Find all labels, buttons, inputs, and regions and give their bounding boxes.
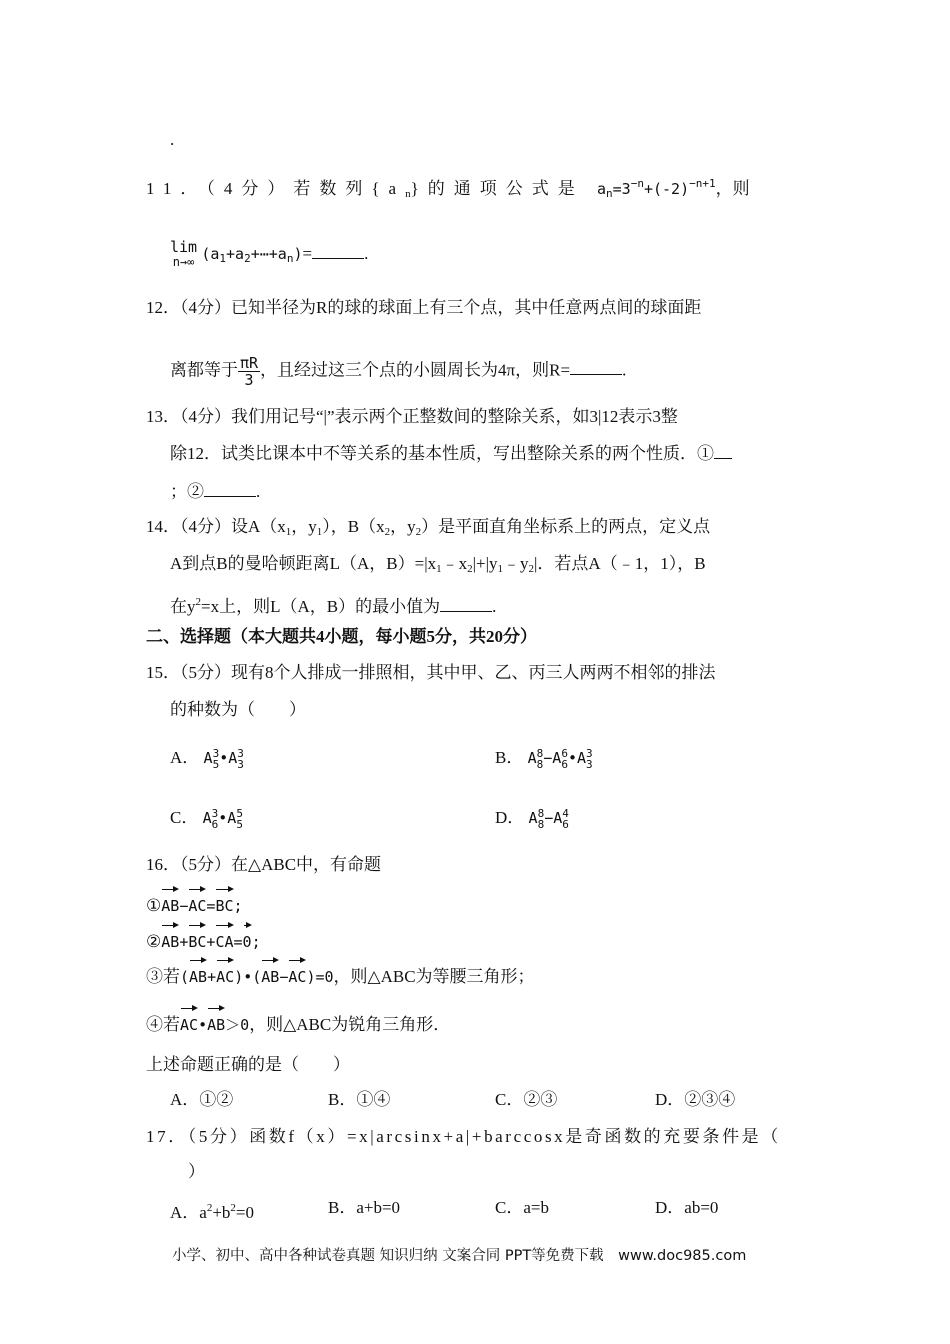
q15-option-b-expr: A 8 8 −A 6 6 •A 3 3 [527,746,593,771]
section-2-title: 二、选择题（本大题共4小题，每小题5分，共20分） [146,627,537,646]
q16-option-a[interactable]: A．①② [170,1090,234,1109]
q12-fraction: $\frac{\pi R}{3}$ [240,354,259,389]
answer-blank[interactable] [312,242,364,259]
question-12-line-1: 12．（4分）已知半径为R的球的球面上有三个点，其中任意两点间的球面距 [146,298,702,317]
q15-option-b[interactable]: B． A 8 8 −A 6 6 •A 3 3 [495,746,593,771]
q16-proposition-3: ③若(AB+AC)•(AB−AC)=0，则△ABC为等腰三角形； [146,957,535,989]
q16-proposition-4: ④若AC•AB＞0，则△ABC为锐角三角形． [146,1005,450,1037]
answer-blank[interactable] [440,595,492,612]
question-16-line-1: 16．（5分）在△ABC中，有命题 [146,855,382,874]
q11-limit-expr: $(a_1+a_2+\cdots+a_n)$ [201,244,303,265]
q11-tail: ，则 [715,179,750,198]
question-15-line-2: 的种数为（ ） [170,700,306,719]
question-12-line-2: 离都等于 $\frac{\pi R}{3}$ ，且经过这三个点的小圆周长为4π，则R= . [170,354,627,389]
q17-option-b[interactable]: B．a+b=0 [328,1198,401,1217]
q17-option-c[interactable]: C．a=b [495,1198,549,1217]
question-17-line-1: 17．（5分）函数f（x）=x|arcsinx+a|+barccosx是奇函数的充要条件是（ [146,1127,781,1146]
q11-text: 11．（4分）若数列{a [146,179,406,198]
q15-option-a-expr: A 3 5 •A 3 3 [203,746,244,771]
q16-option-d[interactable]: D．②③④ [655,1090,736,1109]
question-11-line-2: lim n→∞ $(a_1+a_2+\cdots+a_n)=$ . [170,238,369,269]
q16-proposition-1: ①AB−AC=BC; [146,886,243,918]
question-14-line-2: A到点B的曼哈顿距离L（A，$B)=|x_1﹣x_2|+|y_1﹣y_2|$．若点A（﹣1，1），B [170,554,706,575]
q11-text-b: }的通项公式是 [410,179,584,198]
question-13-line-1: 13．（4分）我们用记号“|”表示两个正整数间的整除关系，如3|12表示3整 [146,407,678,426]
q11-sub: n [405,188,411,200]
question-13-line-2: 除12．试类比课本中不等关系的基本性质，写出整除关系的两个性质．① [170,442,732,466]
q15-option-d[interactable]: D． A 8 8 −A 4 6 [495,806,569,831]
answer-blank[interactable] [204,480,256,497]
q17-option-a[interactable]: A．$a^2+b^2=0$ [170,1202,255,1222]
question-11-line-1 [146,172,750,206]
q15-option-a[interactable]: A． A 3 5 •A 3 3 [170,746,244,771]
q16-proposition-2: ②AB+BC+CA=0; [146,922,261,954]
q15-option-c[interactable]: C． A 3 6 •A 5 5 [170,806,243,831]
question-13-line-3: ；② . [170,482,261,501]
q11-formula: $a_n=3^{-n}+(-2)^{-n+1}$ [597,177,716,200]
question-15-line-1: 15．（5分）现有8个人排成一排照相，其中甲、乙、丙三人两两不相邻的排法 [146,663,716,682]
question-14-line-3: 在$y^2=x$上，则L（A，B）的最小值为 . [170,596,497,616]
q16-question: 上述命题正确的是（ ） [146,1055,350,1074]
q11-limit: lim n→∞ [170,238,198,269]
q15-option-c-expr: A 3 6 •A 5 5 [202,806,243,831]
question-17-line-2: ） [188,1162,205,1181]
q16-option-c[interactable]: C．②③ [495,1090,558,1109]
page-footer: 小学、初中、高中各种试卷真题 知识归纳 文案合同 PPT等免费下载 www.doc985.com [172,1248,747,1264]
q17-option-d[interactable]: D．ab=0 [655,1198,719,1217]
answer-blank[interactable] [570,358,622,375]
question-14-line-1: 14．（4分）设$A(x_1$，$y_1$），$B(x_2$，$y_2$）是平面直角坐标系上的两点，定义点 [146,517,711,538]
leftover-dot: . [170,130,175,149]
q16-option-b[interactable]: B．①④ [328,1090,391,1109]
answer-blank[interactable] [714,442,732,459]
q15-option-d-expr: A 8 8 −A 4 6 [528,806,569,831]
